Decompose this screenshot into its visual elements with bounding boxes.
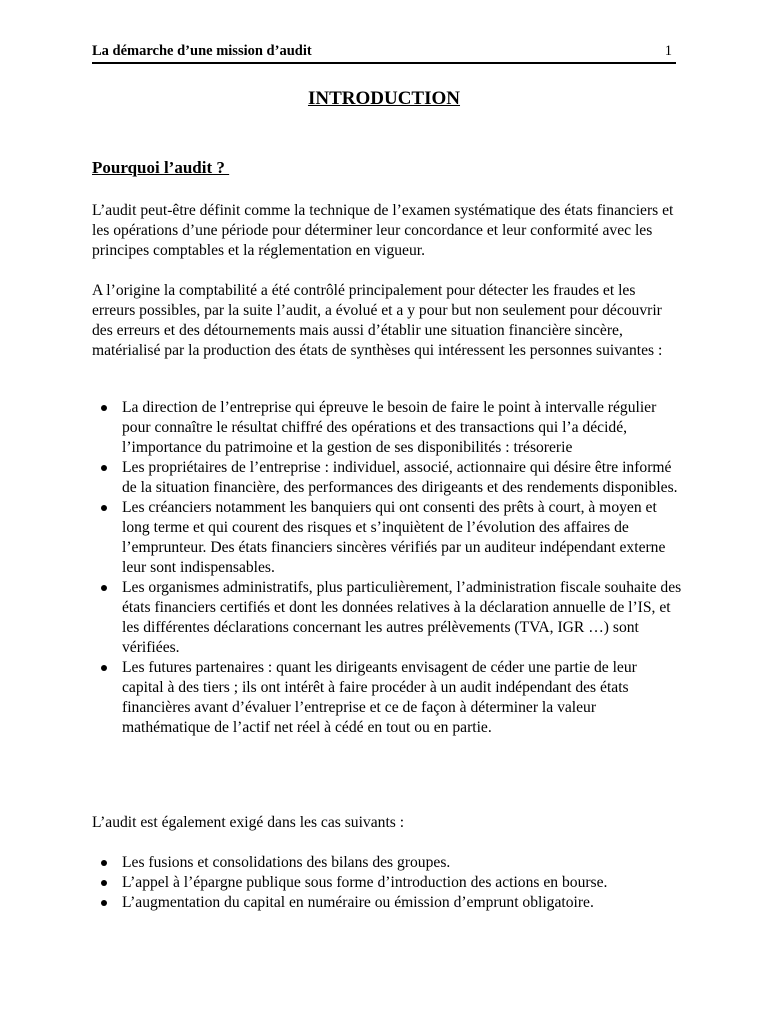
- list-item: [92, 873, 682, 893]
- list-item-text: L’augmentation du capital en numéraire ou émission d’emprunt obligatoire.: [122, 894, 594, 911]
- paragraph-definition: L’audit peut-être définit comme la technique de l’examen systématique des états financiers et les opérations d’une période pour déterminer leur concordance et leur conformité avec les principes comptables et la réglementation en vigueur.: [92, 202, 674, 259]
- interested-parties-list: [92, 398, 682, 738]
- list-item: [92, 578, 682, 658]
- paragraph-origin: A l’origine la comptabilité a été contrôlé principalement pour détecter les fraudes et les erreurs possibles, par la suite l’audit, a évolué et a y pour but non seulement pour découvrir des erreurs et des détournements mais aussi d’établir une situation financière sincère, matérialisé par la production des états de synthèses qui intéressent les personnes suivantes :: [92, 282, 663, 359]
- list-item-text: Les propriétaires de l’entreprise : individuel, associé, actionnaire qui désire être informé de la situation financière, des performances des dirigeants et des rendements disponibles.: [122, 459, 678, 496]
- list-item-text: Les fusions et consolidations des bilans des groupes.: [122, 854, 451, 871]
- bullet-icon: [101, 900, 107, 906]
- list-item: [92, 853, 682, 873]
- required-cases-list: [92, 853, 682, 913]
- list-item-text: La direction de l’entreprise qui épreuve le besoin de faire le point à intervalle régulier pour connaître le résultat chiffré des opérations et des transactions qui l’a décidé, l’importance du patrimoine et la gestion de ses disponibilités : trésorerie: [122, 399, 657, 456]
- list-item: [92, 458, 682, 498]
- bullet-icon: [101, 880, 107, 886]
- bullet-icon: [101, 860, 107, 866]
- bullet-icon: [101, 505, 107, 511]
- bullet-icon: [101, 405, 107, 411]
- bullet-icon: [101, 585, 107, 591]
- document-title: INTRODUCTION: [307, 88, 461, 109]
- running-header: [92, 42, 676, 64]
- list-item-text: Les organismes administratifs, plus particulièrement, l’administration fiscale souhaite des états financiers certifiés et dont les données relatives à la déclaration annuelle de l’IS, et les différentes déclarations concernant les autres prélèvements (TVA, IGR …) sont vérifiées.: [122, 579, 682, 656]
- list-item: [92, 658, 682, 738]
- list-item-text: Les créanciers notamment les banquiers qui ont consenti des prêts à court, à moyen et long terme et qui courent des risques et s’inquiètent de l’évolution des affaires de l’emprunteur. Des états financiers sincères vérifiés par un auditeur indépendant externe leur sont indispensables.: [122, 499, 666, 576]
- bullet-icon: [101, 465, 107, 471]
- list-item-text: L’appel à l’épargne publique sous forme d’introduction des actions en bourse.: [122, 874, 608, 891]
- section-heading: Pourquoi l’audit ?: [92, 158, 230, 177]
- list-item-text: Les futures partenaires : quant les dirigeants envisagent de céder une partie de leur capital à des tiers ; ils ont intérêt à faire procéder à un audit indépendant des états financières avant d’évaluer l’entreprise et ce de façon à déterminer la valeur mathématique de l’actif net réel à cédé en tout ou en partie.: [122, 659, 637, 736]
- list-item: [92, 893, 682, 913]
- paragraph-required-cases: L’audit est également exigé dans les cas suivants :: [92, 814, 405, 831]
- list-item: [92, 498, 682, 578]
- list-item: [92, 398, 682, 458]
- header-title: La démarche d’une mission d’audit: [92, 43, 312, 59]
- bullet-icon: [101, 665, 107, 671]
- header-page-number: 1: [664, 43, 672, 59]
